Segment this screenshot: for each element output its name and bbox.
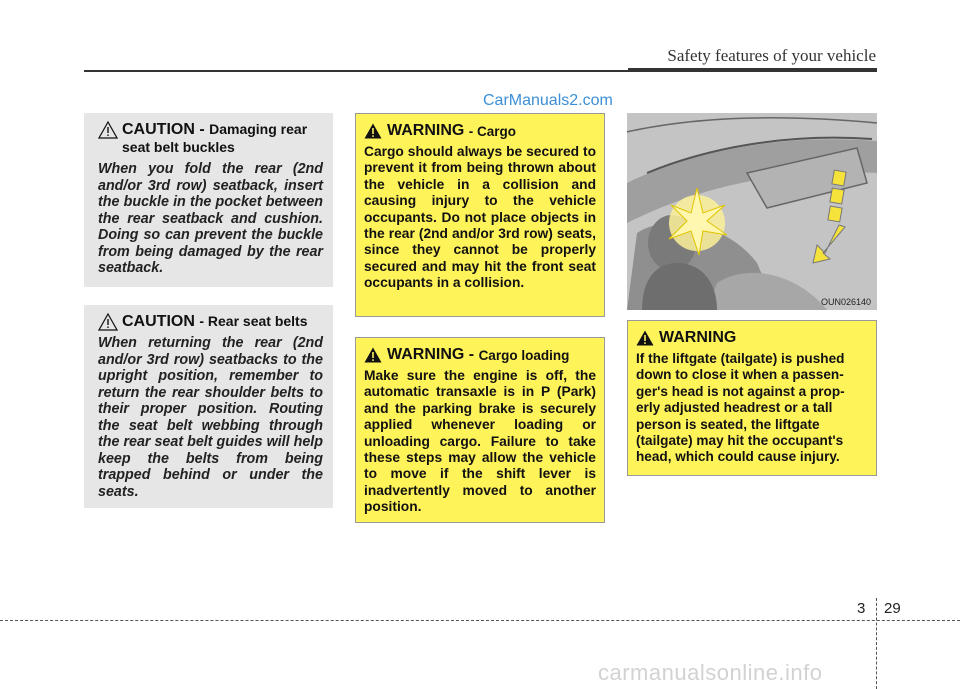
caution-subtitle: - Rear seat belts [199, 313, 308, 329]
caution-heading [98, 121, 323, 157]
footer-rule [0, 620, 960, 621]
liftgate-illustration [627, 113, 877, 310]
warning-heading [636, 329, 868, 347]
warning-subtitle: - Cargo [468, 123, 517, 139]
caution-triangle-icon [98, 313, 118, 331]
warning-label: WARNING [659, 329, 737, 346]
caution-label: CAUTION [122, 313, 195, 330]
warning-triangle-icon [364, 347, 382, 363]
caution-heading [98, 313, 323, 331]
liftgate-head-impact-figure [627, 113, 877, 310]
warning-subtitle: Cargo loading [478, 347, 570, 363]
warning-heading [364, 346, 596, 364]
caution-body: When you fold the rear (2nd and/or 3rd row) seatback, insert the buckle in the pocket between the rear seatback and cushion. Doing so can prevent the buckle from being damaged by the rear seatback. [98, 161, 323, 276]
warning-box-cargo-loading [355, 337, 605, 523]
warning-label: WARNING [387, 122, 465, 139]
warning-box-cargo [355, 113, 605, 317]
caution-box-seat-belt-buckles [84, 113, 333, 287]
warning-box-liftgate [627, 320, 877, 476]
warning-body: Cargo should always be secured to prevent it from being thrown about the vehicle in a collision and causing injury to the vehicle occupants. Do not place objects in the rear (2nd and/or 3rd row) seats, since they cannot be properly secured and may hit the front seat occupants in a collision. [364, 144, 596, 291]
header-title: Safety features of your vehicle [667, 46, 876, 65]
figure-code: OUN026140 [820, 297, 871, 307]
watermark-top[interactable]: CarManuals2.com [483, 92, 613, 109]
header-rule-accent [628, 68, 877, 72]
caution-body: When returning the rear (2nd and/or 3rd row) seatbacks to the upright position, remember to return the rear shoulder belts to their proper position. Routing the seat belt webbing through the rear seat belt guides will help keep the belts from being trapped behind or under the seats. [98, 335, 323, 500]
warning-triangle-icon [636, 330, 654, 346]
caution-triangle-icon [98, 121, 118, 139]
warning-label: WARNING - [387, 346, 475, 363]
caution-box-rear-seat-belts [84, 305, 333, 508]
caution-label: CAUTION - [122, 121, 205, 138]
chapter-number: 3 [857, 600, 866, 617]
watermark-bottom[interactable]: carmanualsonline.info [598, 660, 823, 685]
warning-body: Make sure the engine is off, the automatic transaxle is in P (Park) and the parking brake is securely applied whenever loading or unloading cargo. Failure to take these steps may allow the vehicle to move if the shift lever is inadvertently moved to another position. [364, 368, 596, 515]
page-number: 29 [884, 600, 901, 617]
footer-divider [876, 598, 877, 689]
caution-subtitle: Damaging rear seat belt buckles [122, 121, 308, 155]
warning-triangle-icon [364, 123, 382, 139]
warning-body: If the liftgate (tailgate) is pushed down to close it when a passen-ger's head is not against a prop-erly adjusted headrest or a tall person is seated, the liftgate (tailgate) may hit the occupant's head, which could cause injury. [636, 351, 845, 465]
warning-heading [364, 122, 596, 140]
